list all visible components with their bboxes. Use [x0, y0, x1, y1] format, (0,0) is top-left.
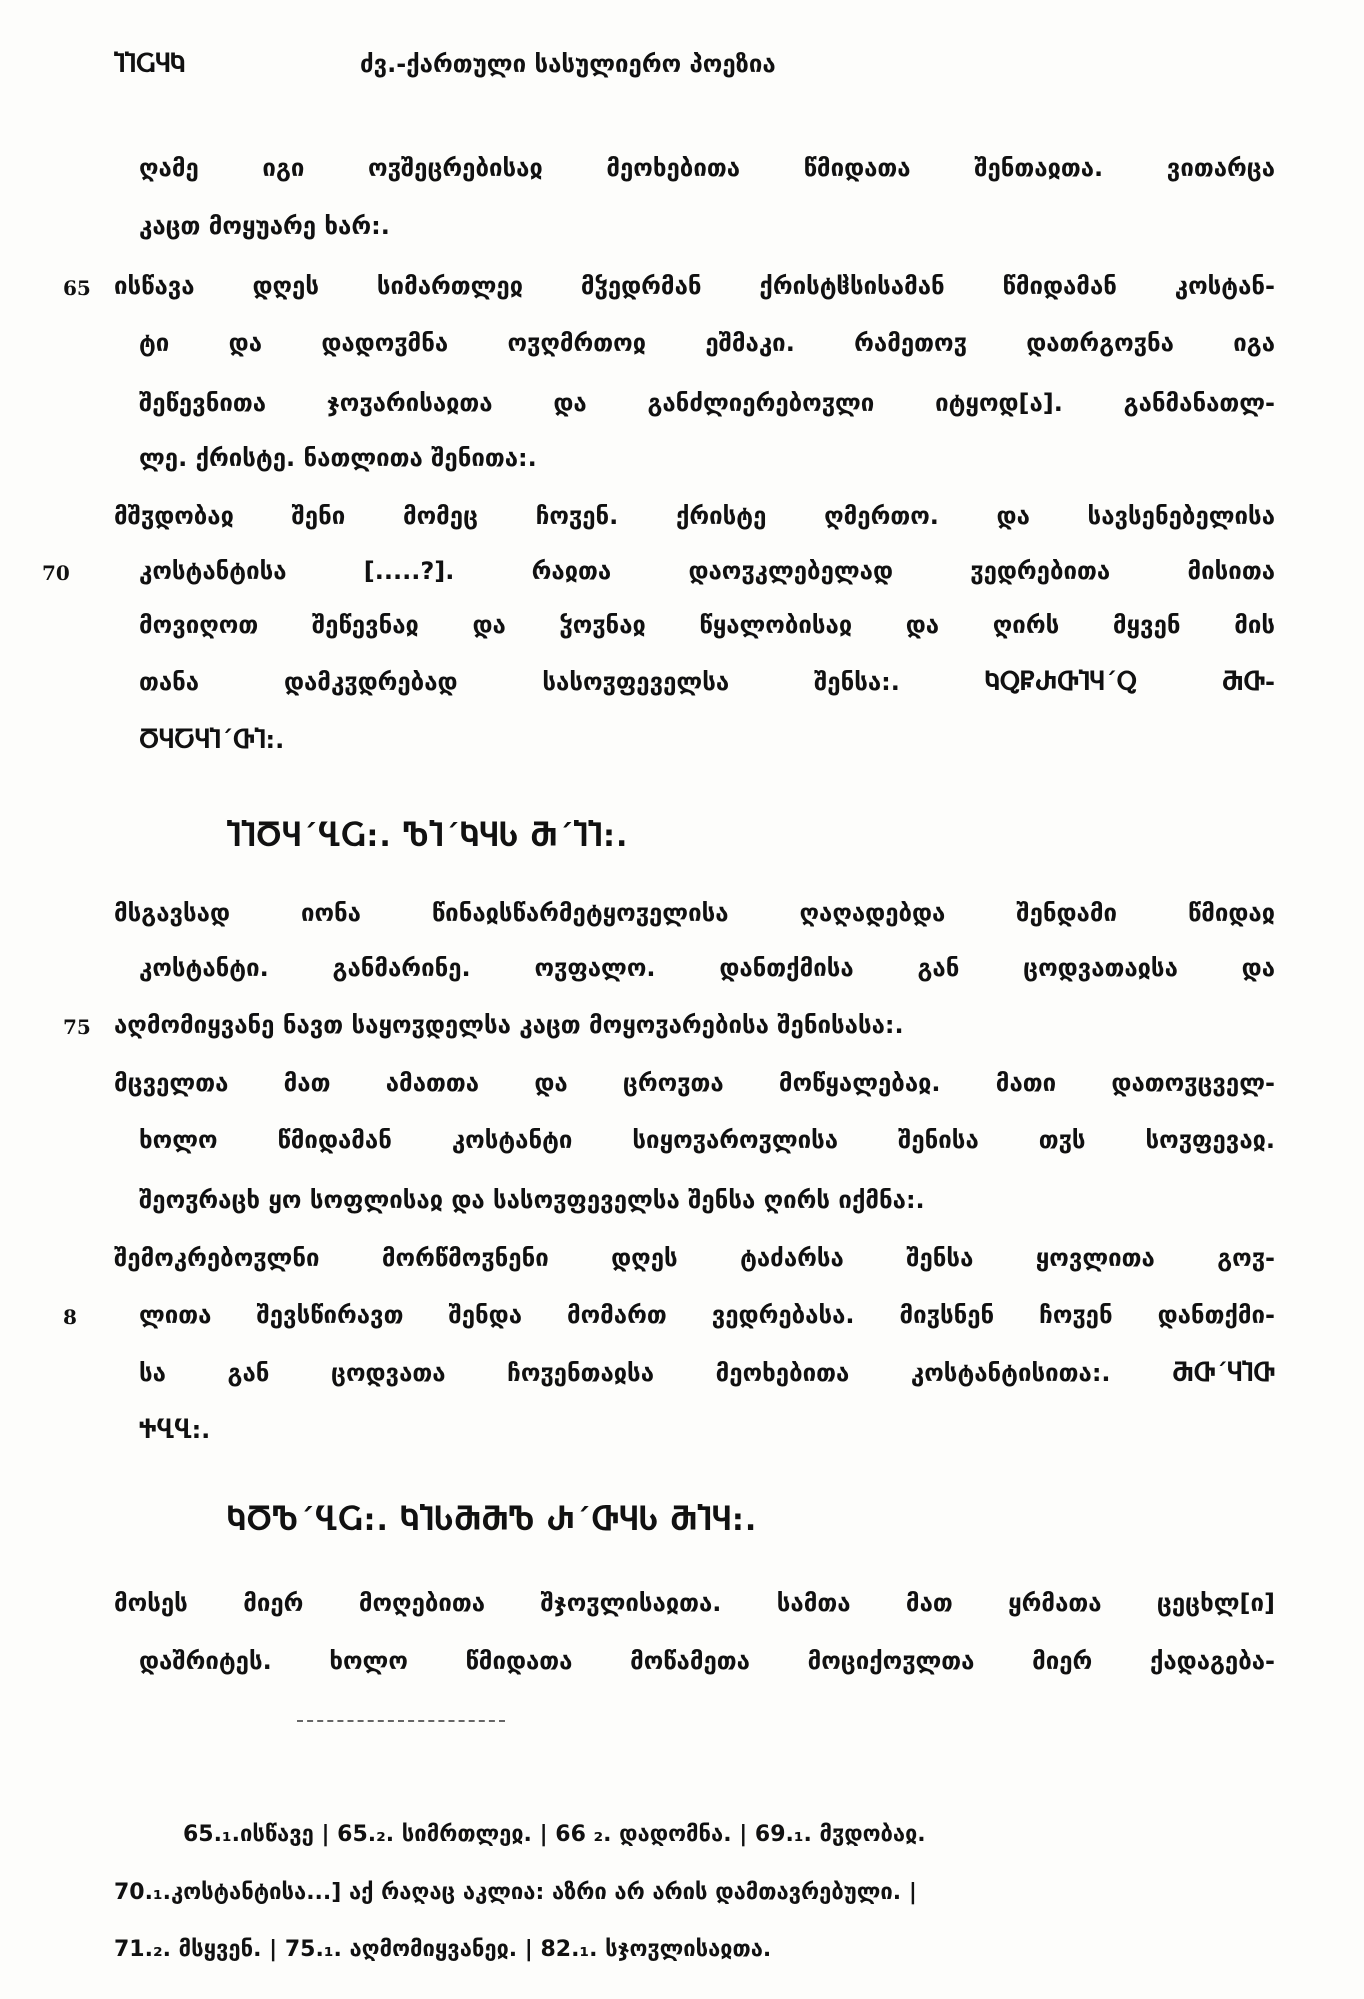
text-line: ႵႡႡ:.: [139, 1416, 211, 1444]
text-line: კოსტანტისა [.....?]. რაჲთა დაოჳკლებელად ჳედრებითა მისითა: [139, 557, 1275, 585]
verse-number: 70: [42, 561, 70, 585]
section-heading: ႩႣႪ´ႡႺ:. ႩႨႱႫႫႪ Ⴐ´ႧႷႱ ႫႨႷ:.: [227, 1503, 758, 1538]
text-line: მშჳდობაჲ შენი მომეც ჩოჳენ. ქრისტე ღმერთო. და სავსენებელისა: [114, 502, 1275, 530]
footnote: 65.₁.ისწავე | 65.₂. სიმრთლეჲ. | 66 ₂. დადომნა. | 69.₁. მჳდობაჲ.: [183, 1822, 926, 1847]
text-line: კაცთ მოყუარე ხარ:.: [139, 212, 390, 240]
text-line: მსგავსად იონა წინაჲსწარმეტყოჳელისა ღაღადებდა შენდამი წმიდაჲ: [114, 899, 1275, 927]
text-line: მცველთა მათ ამათთა და ცროჳთა მოწყალებაჲ. მათი დათოჳცველ-: [114, 1069, 1275, 1097]
footnote-rule: [297, 1720, 505, 1722]
text-line: შეოჳრაცხ ყო სოფლისაჲ და სასოჳფეველსა შენსა ღირს იქმნა:.: [139, 1186, 925, 1214]
text-line: მოვიღოთ შეწევნაჲ და ჴოჳნაჲ წყალობისაჲ და ღირს მყვენ მის: [139, 611, 1275, 639]
section-heading: ႨႨႣႷ´ႡႺ:. ႪႨ´ႩႷႱ Ⴋ´ႨႨ:.: [227, 819, 629, 854]
text-line: ႣႷႠႷႨ´ႧႨ:.: [139, 726, 285, 754]
text-line: თანა დამკჳდრებად სასოჳფეველსა შენსა:. ႩႭႼႰႧႨႷ´Ⴍ ႫႧ-: [139, 668, 1275, 696]
footnote: 70.₁.კოსტანტისა...] აქ რაღაც აკლია: აზრი არ არის დამთავრებული. |: [114, 1880, 917, 1905]
text-line: დაშრიტეს. ხოლო წმიდათა მოწამეთა მოციქოჳლთა მიერ ქადაგება-: [139, 1647, 1275, 1675]
footnote: 71.₂. მსყვენ. | 75.₁. აღმომიყვანეჲ. | 82.₁. სჯოჳლისაჲთა.: [114, 1937, 772, 1962]
text-line: აღმომიყვანე ნავთ საყოჳდელსა კაცთ მოყოჳარებისა შენისასა:.: [114, 1011, 904, 1039]
text-line: კოსტანტი. განმარინე. ოჳფალო. დანთქმისა გან ცოდვათაჲსა და: [139, 954, 1275, 982]
text-line: ტი და დადოჳმნა ოჳღმრთოჲ ეშმაკი. რამეთოჳ დათრგოჳნა იგა: [139, 329, 1275, 357]
text-line: ისწავა დღეს სიმართლეჲ მჴედრმან ქრისტჱსისამან წმიდამან კოსტან-: [114, 272, 1275, 300]
verse-number: 75: [63, 1015, 91, 1039]
running-title: ძვ.-ქართული სასულიერო პოეზია: [360, 50, 776, 78]
text-line: შეწევნითა ჯოჳარისაჲთა და განძლიერებოჳლი იტყოდ[ა]. განმანათლ-: [139, 389, 1275, 417]
text-line: შემოკრებოჳლნი მორწმოჳნენი დღეს ტაძარსა შენსა ყოვლითა გოჳ-: [114, 1244, 1275, 1272]
text-line: მოსეს მიერ მოღებითა შჯოჳლისაჲთა. სამთა მათ ყრმათა ცეცხლ[ი]: [114, 1589, 1275, 1617]
text-line: ღამე იგი ოჳშეცრებისაჲ მეოხებითა წმიდათა შენთაჲთა. ვითარცა: [139, 154, 1275, 182]
text-line: ლე. ქრისტე. ნათლითა შენითა:.: [139, 444, 537, 472]
page-number: ႨႨႺႷႩ: [114, 50, 186, 78]
text-line: ხოლო წმიდამან კოსტანტი სიყოჳაროჳლისა შენისა თჳს სოჳფევაჲ.: [139, 1126, 1275, 1154]
verse-number: 65: [63, 276, 91, 300]
text-line: სა გან ცოდვათა ჩოჳენთაჲსა მეოხებითა კოსტანტისითა:. ႫႧ´ႷႨႧ: [139, 1359, 1275, 1387]
text-line: ლითა შევსწირავთ შენდა მომართ ვედრებასა. მიჳსნენ ჩოჳენ დანთქმი-: [139, 1301, 1275, 1329]
verse-number: 8: [63, 1305, 77, 1329]
